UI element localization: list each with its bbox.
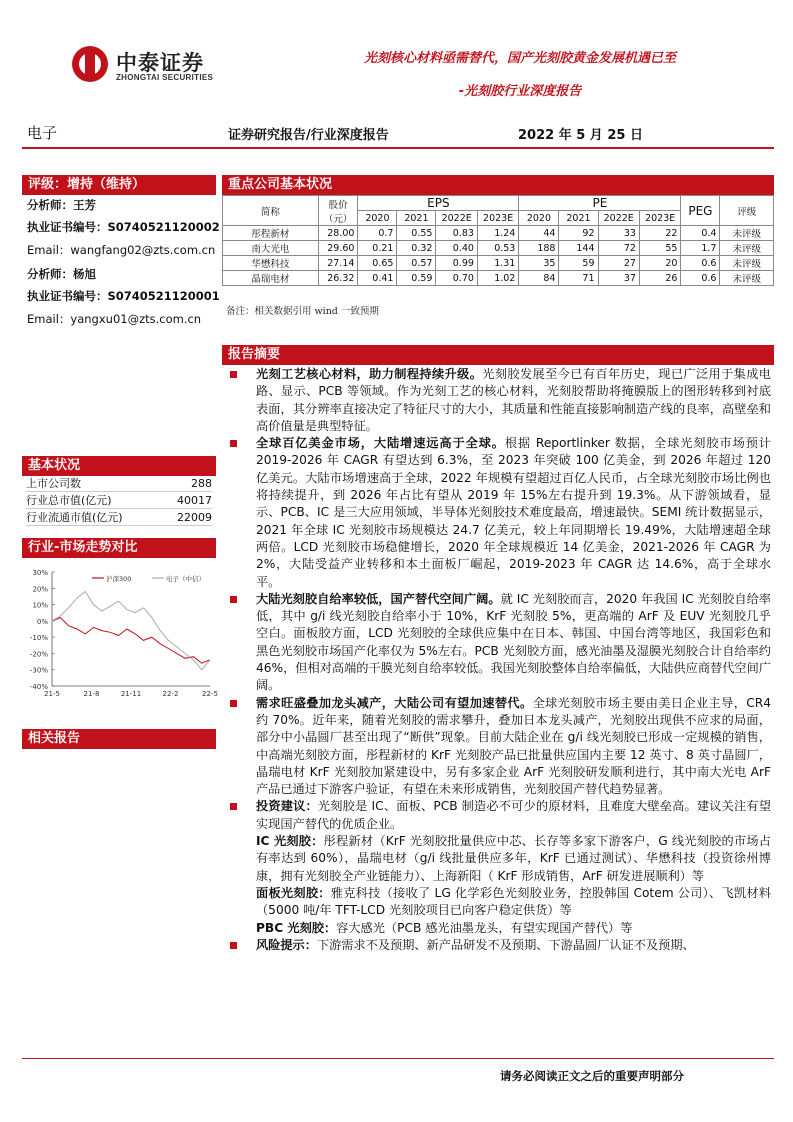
pe-cell: 22 <box>639 226 680 241</box>
para-body: 根据 Reportlinker 数据，全球光刻胶市场预计 2019-2026 年 CAGR 有望达到 6.3%，至 2023 年突破 100 亿美金，到 2026 年超过 120 亿美元。大陆市场增速高于全球，2022 年规模有望超过百亿人民币，占全球光刻胶市场比例也将持续提升，到 2026 年占比有望从 2019 年 15%左右提升到 19.3%。从下游领域看，显示、PCB、IC 是三大应用领域，半导体光刻胶技术难度最高，增速最快。SEMI 统计数据显示，2021 年全球 IC 光刻胶市场规模达 24.7 亿美元，较上年同期增长 19.49%，大陆增速超全球两倍。LCD 光刻胶市场稳健增长，2020 年全球规模近 14 亿美金，2021-2026 年 CAGR 为 2%，大陆受益产业转移和本土面板厂崛起，2019-2023 年 CAGR 达 14.6%，高于全球水平。 <box>256 436 771 589</box>
eps-cell: 0.32 <box>397 241 436 256</box>
para-lead: 需求旺盛叠加龙头减产，大陆公司有望加速替代。 <box>256 695 533 710</box>
basic-value: 288 <box>191 477 212 490</box>
y-tick-label: 0% <box>36 617 48 626</box>
basic-value: 22009 <box>177 511 212 524</box>
report-type: 证券研究报告/行业深度报告 <box>228 128 389 143</box>
company-name-cell: 华懋科技 <box>223 256 319 271</box>
pe-cell: 33 <box>598 226 639 241</box>
eps-cell: 1.24 <box>477 226 518 241</box>
rating-cell: 未评级 <box>720 256 774 271</box>
summary-paragraph <box>228 798 771 833</box>
eps-cell: 0.59 <box>397 271 436 286</box>
price-cell: 27.14 <box>318 256 358 271</box>
cert-label: 执业证书编号： <box>27 220 108 234</box>
bullet-square-icon <box>230 371 237 378</box>
summary-sub-paragraph <box>228 833 771 885</box>
analyst-name: 杨旭 <box>73 267 96 281</box>
basic-row <box>26 475 212 492</box>
year-cell: 2022E <box>436 211 477 226</box>
eps-cell: 0.65 <box>358 256 397 271</box>
company-logo <box>72 46 232 86</box>
year-cell: 2023E <box>639 211 680 226</box>
para-lead: 全球百亿美金市场，大陆增速远高于全球。 <box>256 436 505 451</box>
y-tick-label: 20% <box>32 585 48 594</box>
eps-cell: 0.55 <box>397 226 436 241</box>
peg-cell: 0.6 <box>681 256 720 271</box>
sub-lead: IC 光刻胶： <box>256 834 324 849</box>
bullet-square-icon <box>230 700 237 707</box>
pe-cell: 144 <box>559 241 598 256</box>
company-name-cell: 彤程新材 <box>223 226 319 241</box>
related-reports-bar: 相关报告 <box>22 729 216 749</box>
pe-cell: 72 <box>598 241 639 256</box>
summary-paragraph <box>228 435 771 591</box>
bullet-square-icon <box>230 803 237 810</box>
para-body: 就 IC 光刻胶而言，2020 年我国 IC 光刻胶自给率低，其中 g/i 线光刻胶自给率小于 10%，KrF 光刻胶 5%，更高端的 ArF 及 EUV 光刻胶几乎空白。面板胶方面，LCD 光刻胶的全球供应集中在日本、韩国、中国台湾等地区，我国彩色和黑色光刻胶市场国产化率仅为 5%左右。PCB 光刻胶方面，感光油墨及湿膜光刻胶合计自给率约 46%，但相对高端的干膜光刻自给率较低。我国光刻胶整体自给率偏低，大陆供应商替代空间广阔。 <box>256 591 771 693</box>
footer-divider <box>22 1058 774 1059</box>
basic-status-bar: 基本状况 <box>22 456 216 476</box>
legend-label: 沪深300 <box>106 575 132 583</box>
col-rating: 评级 <box>720 196 774 226</box>
eps-cell: 0.7 <box>358 226 397 241</box>
cert-label: 执业证书编号： <box>27 289 108 303</box>
eps-cell: 1.02 <box>477 271 518 286</box>
pe-cell: 26 <box>639 271 680 286</box>
summary-bar: 报告摘要 <box>222 345 774 365</box>
report-title-line1: 光刻核心材料亟需替代，国产光刻胶黄金发展机遇已至 <box>363 51 676 66</box>
analyst-1-email <box>27 242 215 258</box>
analyst-1-cert <box>27 219 220 235</box>
analyst-2-cert <box>27 288 220 304</box>
para-lead: 大陆光刻胶自给率较低，国产替代空间广阔。 <box>256 591 501 606</box>
table-row <box>223 241 774 256</box>
table-note: 备注：相关数据引用 wind 一致预期 <box>226 306 379 317</box>
bullet-square-icon <box>230 942 237 949</box>
pe-cell: 71 <box>559 271 598 286</box>
y-tick-label: -30% <box>29 666 48 675</box>
sub-lead: PBC 光刻胶： <box>256 920 337 935</box>
eps-cell: 0.21 <box>358 241 397 256</box>
y-tick-label: -20% <box>29 650 48 659</box>
header-divider <box>22 147 774 149</box>
x-tick-label: 21-8 <box>83 690 100 698</box>
table-row <box>223 256 774 271</box>
year-cell: 2022E <box>598 211 639 226</box>
year-cell: 2021 <box>397 211 436 226</box>
basic-label: 行业总市值(亿元) <box>26 494 112 507</box>
pe-cell: 27 <box>598 256 639 271</box>
logo-en-text: ZHONGTAI SECURITIES <box>116 73 214 82</box>
col-pe: PE <box>519 196 681 211</box>
price-cell: 28.00 <box>318 226 358 241</box>
analyst-label: 分析师： <box>27 198 73 212</box>
company-name-cell: 晶瑞电材 <box>223 271 319 286</box>
pe-cell: 35 <box>519 256 559 271</box>
year-cell: 2020 <box>358 211 397 226</box>
series-line-hs300 <box>52 618 210 664</box>
pe-cell: 59 <box>559 256 598 271</box>
summary-paragraph <box>228 695 771 799</box>
rating-cell: 未评级 <box>720 226 774 241</box>
year-cell: 2023E <box>477 211 518 226</box>
sub-body: 雅克科技（接收了 LG 化学彩色光刻胶业务，控股韩国 Cotem 公司）、飞凯材料（5000 吨/年 TFT-LCD 光刻胶项目已向客户稳定供货）等 <box>256 885 772 918</box>
report-date: 2022 年 5 月 25 日 <box>518 128 643 143</box>
eps-cell: 1.31 <box>477 256 518 271</box>
cert-number: S0740521120002 <box>107 220 220 234</box>
cert-number: S0740521120001 <box>107 289 220 303</box>
table-header-row <box>223 196 774 211</box>
eps-cell: 0.53 <box>477 241 518 256</box>
table-row <box>223 226 774 241</box>
basic-row <box>26 492 212 509</box>
eps-cell: 0.41 <box>358 271 397 286</box>
bullet-square-icon <box>230 596 237 603</box>
email-label: Email： <box>27 312 71 326</box>
para-body: 光刻胶是 IC、面板、PCB 制造必不可少的原材料，且难度大壁垒高。建议关注有望实现国产替代的优质企业。 <box>256 799 772 831</box>
key-companies-bar: 重点公司基本状况 <box>222 175 774 195</box>
sub-body: 容大感光（PCB 感光油墨龙头，有望实现国产替代）等 <box>336 920 633 935</box>
footer-disclaimer: 请务必阅读正文之后的重要声明部分 <box>500 1069 684 1083</box>
year-cell: 2020 <box>519 211 559 226</box>
pe-cell: 188 <box>519 241 559 256</box>
market-trend-bar: 行业-市场走势对比 <box>22 538 216 558</box>
basic-label: 行业流通市值(亿元) <box>26 511 123 524</box>
analyst-2 <box>27 266 96 282</box>
email-link[interactable]: yangxu01@zts.com.cn <box>70 312 202 326</box>
col-eps: EPS <box>358 196 519 211</box>
summary-body <box>228 366 771 954</box>
price-cell: 26.32 <box>318 271 358 286</box>
summary-sub-paragraph <box>228 885 771 920</box>
pe-cell: 55 <box>639 241 680 256</box>
y-tick-label: 10% <box>32 601 48 610</box>
para-body: 全球光刻胶市场主要由美日企业主导，CR4 约 70%。近年来，随着光刻胶的需求攀升，叠加日本龙头减产，光刻胶出现供不应求的局面，部分中小晶圆厂甚至出现了“断供”现象。目前大陆企业在 g/i 线光刻胶已形成一定规模的销售，中高端光刻胶方面，彤程新材的 KrF 光刻胶产品已批量供应国内主要 12 英寸、8 英寸晶圆厂，晶瑞电材 KrF 光刻胶加紧建设中，另有多家企业 ArF 光刻胶研发顺利进行，其中南大光电 ArF 产品已通过下游客户验证，有望在未来形成销售，光刻胶国产替代趋势显著。 <box>256 695 771 797</box>
eps-cell: 0.57 <box>397 256 436 271</box>
legend-label: 电子（中信） <box>166 575 205 583</box>
rating-bar: 评级：增持（维持） <box>22 175 216 195</box>
basic-row <box>26 509 212 526</box>
table-row <box>223 271 774 286</box>
summary-paragraph <box>228 937 771 954</box>
analyst-2-email <box>27 311 201 327</box>
summary-paragraph <box>228 366 771 435</box>
para-body: 下游需求不及预期、新产品研发不及预期、下游晶圆厂认证不及预期、 <box>316 937 695 952</box>
pe-cell: 44 <box>519 226 559 241</box>
sector-label: 电子 <box>27 124 58 142</box>
company-name-cell: 南大光电 <box>223 241 319 256</box>
basic-label: 上市公司数 <box>26 477 81 490</box>
summary-paragraph <box>228 591 771 695</box>
x-tick-label: 21-11 <box>120 690 142 698</box>
pe-cell: 92 <box>559 226 598 241</box>
email-link[interactable]: wangfang02@zts.com.cn <box>70 243 216 257</box>
eps-cell: 0.83 <box>436 226 477 241</box>
report-title-line2: -光刻胶行业深度报告 <box>458 84 582 99</box>
col-name: 简称 <box>223 196 319 226</box>
logo-cn-text: 中泰证券 <box>116 51 204 75</box>
bullet-square-icon <box>230 440 237 447</box>
zhongtai-logo-icon <box>72 46 108 82</box>
x-tick-label: 22-5 <box>202 690 218 698</box>
col-peg: PEG <box>681 196 720 226</box>
year-cell: 2021 <box>559 211 598 226</box>
pe-cell: 84 <box>519 271 559 286</box>
peg-cell: 1.7 <box>681 241 720 256</box>
y-tick-label: 30% <box>32 569 48 577</box>
pe-cell: 20 <box>639 256 680 271</box>
peg-cell: 0.6 <box>681 271 720 286</box>
eps-cell: 0.40 <box>436 241 477 256</box>
analyst-name: 王芳 <box>73 198 96 212</box>
x-tick-label: 21-5 <box>44 690 60 698</box>
basic-value: 40017 <box>177 494 212 507</box>
peg-cell: 0.4 <box>681 226 720 241</box>
summary-sub-paragraph <box>228 920 771 937</box>
rating-cell: 未评级 <box>720 271 774 286</box>
para-lead: 风险提示： <box>256 937 317 952</box>
price-cell: 29.60 <box>318 241 358 256</box>
market-trend-chart <box>22 562 216 704</box>
y-tick-label: -10% <box>29 634 48 643</box>
analyst-1 <box>27 197 96 213</box>
para-lead: 投资建议： <box>256 799 318 814</box>
email-label: Email： <box>27 243 71 257</box>
sub-lead: 面板光刻胶： <box>256 885 331 900</box>
analyst-label: 分析师： <box>27 267 73 281</box>
sub-body: 彤程新材（KrF 光刻胶批量供应中芯、长存等多家下游客户，G 线光刻胶的市场占有率达到 60%），晶瑞电材（g/i 线批量供应多年，KrF 已通过测试）、华懋科技（投资徐州博康，拥有光刻胶全产业链能力）、上海新阳（ KrF 形成销售，ArF 研发进展顺利）等 <box>256 834 771 883</box>
col-price: 股价（元） <box>318 196 358 226</box>
para-lead: 光刻工艺核心材料，助力制程持续升级。 <box>256 367 483 381</box>
eps-cell: 0.99 <box>436 256 477 271</box>
para-body: 光刻胶发展至今已有百年历史，现已广泛用于集成电路、显示、PCB 等领域。作为光刻工艺的核心材料，光刻胶帮助将掩膜版上的图形转移到衬底表面，其分辨率直接决定了特征尺寸的大小，其质量和性能直接影响制造产线的良率，高壁垒和高价值量是典型特征。 <box>256 367 771 433</box>
eps-cell: 0.70 <box>436 271 477 286</box>
x-tick-label: 22-2 <box>162 690 179 698</box>
pe-cell: 37 <box>598 271 639 286</box>
rating-cell: 未评级 <box>720 241 774 256</box>
trend-chart-svg <box>22 562 216 704</box>
y-tick-label: -40% <box>29 683 48 691</box>
key-companies-table <box>222 195 774 286</box>
